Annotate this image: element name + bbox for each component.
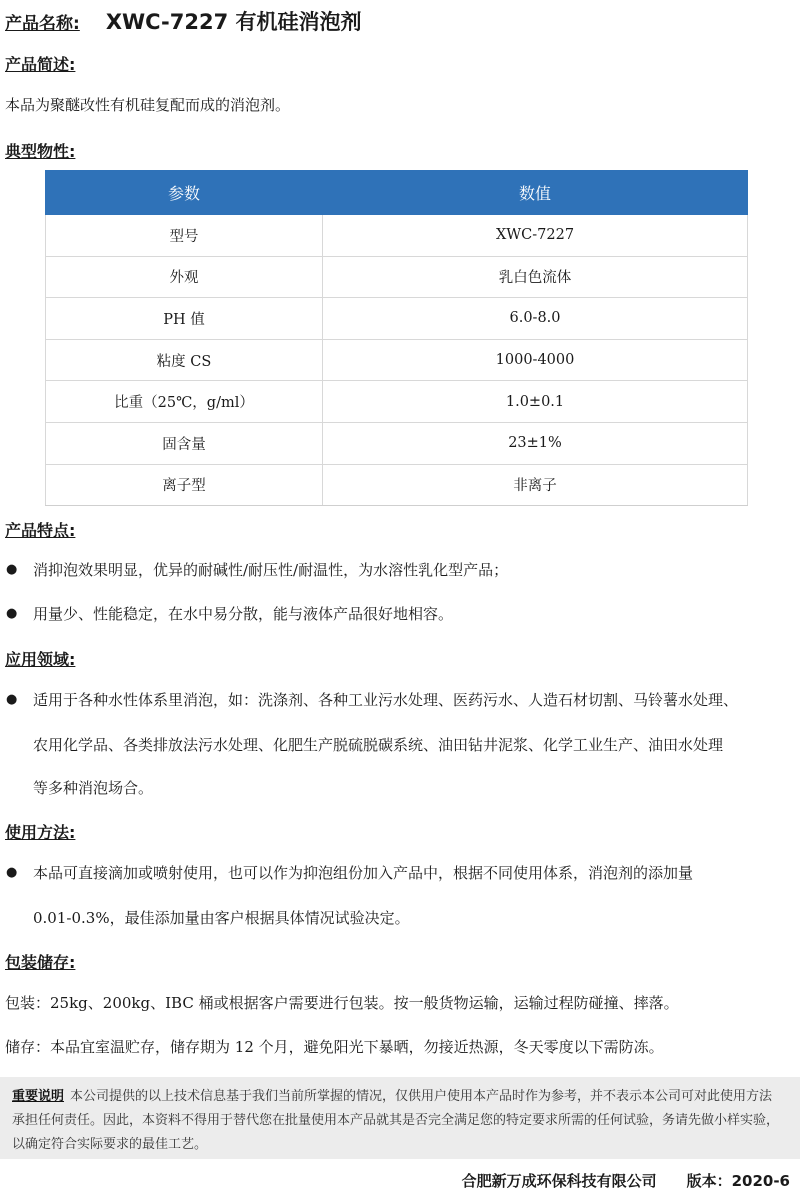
table-header-row	[46, 171, 748, 215]
packaging-heading: 包装储存:	[5, 953, 76, 972]
packing-text: 包装：25kg、200kg、IBC 桶或根据客户需要进行包装。按一般货物运输，运输过程防碰撞、摔落。	[5, 994, 679, 1012]
footer	[462, 1170, 790, 1191]
company-name: 合肥新万成环保科技有限公司	[461, 1172, 657, 1190]
usage-line: 0.01-0.3%，最佳添加量由客户根据具体情况试验决定。	[33, 909, 410, 927]
value-cell: 1000-4000	[323, 339, 748, 381]
applications-heading: 应用领域:	[5, 650, 76, 669]
table-row	[46, 256, 748, 298]
param-cell: 外观	[46, 256, 323, 298]
value-cell: 非离子	[323, 464, 748, 506]
version-label: 版本：2020-6	[686, 1172, 790, 1190]
product-name: XWC-7227 有机硅消泡剂	[105, 10, 362, 34]
usage-heading: 使用方法:	[5, 823, 76, 842]
applications-line: 适用于各种水性体系里消泡，如：洗涤剂、各种工业污水处理、医药污水、人造石材切割、马铃薯水处理、	[33, 691, 739, 709]
applications-line: 等多种消泡场合。	[33, 779, 154, 797]
param-cell: 比重（25℃，g/ml）	[46, 381, 323, 423]
bullet-icon: ●	[6, 562, 18, 577]
feature-item: 用量少、性能稳定，在水中易分散，能与液体产品很好地相容。	[33, 605, 454, 623]
applications-line: 农用化学品、各类排放法污水处理、化肥生产脱硫脱碳系统、油田钻井泥浆、化学工业生产、油田水处理	[33, 736, 724, 754]
table-row	[46, 298, 748, 340]
column-header-parameter: 参数	[46, 171, 323, 215]
notice-title: 重要说明	[12, 1089, 65, 1104]
bullet-icon: ●	[6, 692, 18, 707]
properties-heading: 典型物性:	[5, 142, 76, 161]
param-cell: 固含量	[46, 422, 323, 464]
product-name-label: 产品名称:	[5, 14, 80, 34]
table-row	[46, 422, 748, 464]
param-cell: 型号	[46, 215, 323, 257]
product-title-row	[5, 6, 362, 36]
value-cell: 乳白色流体	[323, 256, 748, 298]
param-cell: 粘度 CS	[46, 339, 323, 381]
notice-text-block	[12, 1085, 784, 1157]
properties-table	[45, 170, 748, 506]
description-heading: 产品简述:	[5, 55, 76, 74]
value-cell: XWC-7227	[323, 215, 748, 257]
value-cell: 6.0-8.0	[323, 298, 748, 340]
bullet-icon: ●	[6, 606, 18, 621]
description-text: 本品为聚醚改性有机硅复配而成的消泡剂。	[5, 96, 291, 114]
usage-line: 本品可直接滴加或喷射使用，也可以作为抑泡组份加入产品中，根据不同使用体系，消泡剂的添加量	[33, 864, 694, 882]
notice-body: 本公司提供的以上技术信息基于我们当前所掌握的情况，仅供用户使用本产品时作为参考，并不表示本公司可对此使用方法承担任何责任。因此，本资料不得用于替代您在批量使用本产品就其是否完全满足您的特定要求所需的任何试验，务请先做小样实验，以确定符合实际要求的最佳工艺。	[12, 1089, 780, 1152]
param-cell: 离子型	[46, 464, 323, 506]
value-cell: 1.0±0.1	[323, 381, 748, 423]
table-row	[46, 339, 748, 381]
features-heading: 产品特点:	[5, 521, 76, 540]
table-row	[46, 464, 748, 506]
feature-item: 消抑泡效果明显，优异的耐碱性/耐压性/耐温性，为水溶性乳化型产品；	[33, 561, 509, 579]
storage-text: 储存：本品宜室温贮存，储存期为 12 个月，避免阳光下暴晒，勿接近热源，冬天零度以下需防冻。	[5, 1038, 664, 1056]
table-row	[46, 381, 748, 423]
bullet-icon: ●	[6, 865, 18, 880]
table-row	[46, 215, 748, 257]
value-cell: 23±1%	[323, 422, 748, 464]
important-notice-box	[0, 1077, 800, 1159]
column-header-value: 数值	[323, 171, 748, 215]
param-cell: PH 值	[46, 298, 323, 340]
